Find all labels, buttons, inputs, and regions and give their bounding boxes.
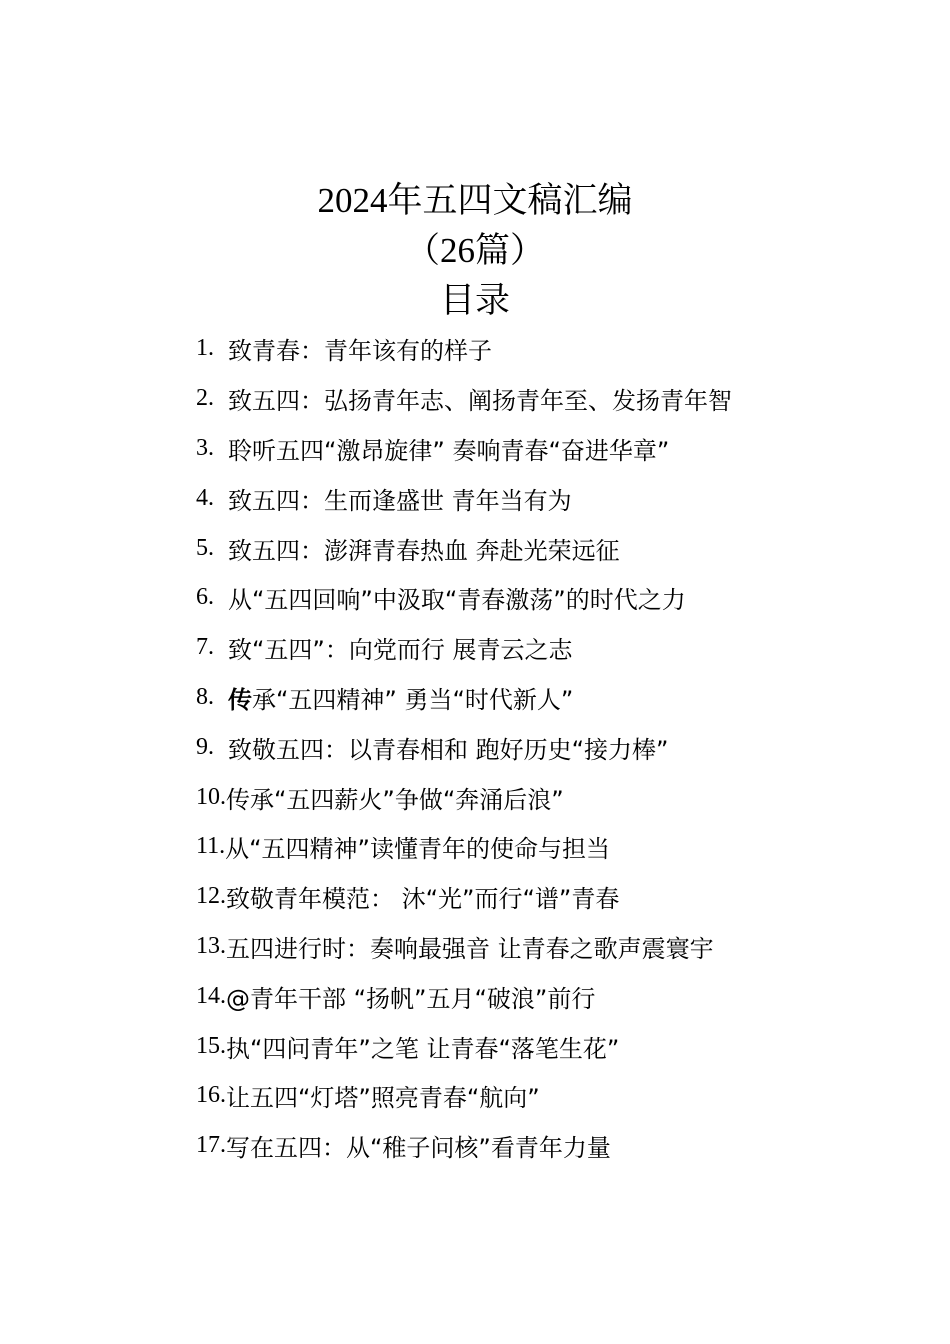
- toc-item-title-text: 致“五四”：向党而行 展青云之志: [228, 636, 573, 665]
- toc-item-title-text: 致五四：生而逢盛世 青年当有为: [228, 486, 572, 515]
- toc-item[interactable]: [196, 673, 916, 723]
- toc-item-number: 15.: [196, 1032, 226, 1059]
- toc-item[interactable]: [196, 424, 916, 474]
- toc-item[interactable]: [196, 1121, 916, 1171]
- title-main: 年五四文稿汇编: [387, 181, 633, 221]
- toc-item[interactable]: [196, 573, 916, 623]
- toc-item[interactable]: [196, 523, 916, 573]
- title-block: [0, 176, 950, 326]
- toc-item-title: [226, 1078, 540, 1113]
- toc-item[interactable]: [196, 822, 916, 872]
- toc-item[interactable]: [196, 872, 916, 922]
- toc-item[interactable]: [196, 922, 916, 972]
- toc-item-title-text: 让五四“灯塔”照亮青春“航向”: [226, 1084, 540, 1113]
- toc-item-number: 12.: [196, 883, 226, 910]
- toc-item-title-lead: 传: [228, 685, 252, 714]
- toc-item-title: [228, 531, 620, 566]
- subtitle-close: 篇）: [475, 231, 546, 271]
- toc-item-title: [226, 979, 595, 1014]
- toc-item-title-text: 致敬青年模范： 沐“光”而行“谱”青春: [226, 885, 620, 914]
- toc-item[interactable]: [196, 374, 916, 424]
- toc-item-title: [226, 929, 714, 964]
- toc-item-title-text: 致五四：澎湃青春热血 奔赴光荣远征: [228, 536, 620, 565]
- toc-item-title-text: 致敬五四：以青春相和 跑好历史“接力棒”: [228, 735, 669, 764]
- toc-item-title-text: 聆听五四“激昂旋律” 奏响青春“奋进华章”: [228, 436, 670, 465]
- toc-item-title: [228, 381, 732, 416]
- toc-item-title-text: 传承“五四薪火”争做“奔涌后浪”: [226, 785, 564, 814]
- toc-item-number: 3.: [196, 434, 214, 461]
- toc-item-title: [226, 1128, 611, 1163]
- toc-item-number: 10.: [196, 783, 226, 810]
- toc-item-title-text: 从“五四精神”读懂青年的使命与担当: [225, 835, 610, 864]
- toc-item[interactable]: [196, 1071, 916, 1121]
- toc-item-number: 5.: [196, 534, 214, 561]
- toc-item-number: 8.: [196, 683, 214, 710]
- toc-item-title-text: 致青春：青年该有的样子: [228, 337, 492, 366]
- toc-list: [196, 324, 916, 1171]
- toc-item-title-text: 致五四：弘扬青年志、阐扬青年至、发扬青年智: [228, 387, 732, 416]
- toc-item-title: [226, 1029, 619, 1064]
- toc-item-title: [226, 879, 619, 914]
- toc-item-title-text: 承“五四精神” 勇当“时代新人”: [252, 685, 574, 714]
- toc-item-number: 16.: [196, 1082, 226, 1109]
- toc-item-title-text: 五四进行时：奏响最强音 让青春之歌声震寰宇: [226, 934, 714, 963]
- toc-item-number: 7.: [196, 634, 214, 661]
- toc-item-title-text: 从“五四回响”中汲取“青春激荡”的时代之力: [228, 586, 686, 615]
- toc-item-title: [228, 680, 573, 715]
- toc-item-number: 11.: [196, 833, 226, 860]
- toc-item-number: 9.: [196, 733, 214, 760]
- toc-item-title-text: 执“四问青年”之笔 让青春“落笔生花”: [226, 1034, 620, 1063]
- toc-heading: 目录: [439, 281, 510, 321]
- toc-item[interactable]: [196, 1021, 916, 1071]
- toc-item[interactable]: [196, 772, 916, 822]
- toc-item-title: [225, 829, 610, 864]
- toc-item-number: 17.: [196, 1132, 226, 1159]
- toc-item-title: [228, 730, 669, 765]
- toc-item[interactable]: [196, 473, 916, 523]
- toc-item-title-text: 写在五四：从“稚子问核”看青年力量: [226, 1134, 611, 1163]
- toc-item-title: [228, 630, 573, 665]
- toc-item-number: 2.: [196, 385, 214, 412]
- toc-item[interactable]: [196, 722, 916, 772]
- toc-item-number: 6.: [196, 584, 214, 611]
- title-year: 2024: [317, 181, 388, 220]
- toc-item-number: 14.: [196, 982, 226, 1009]
- toc-item[interactable]: [196, 971, 916, 1021]
- toc-item-number: 4.: [196, 484, 214, 511]
- toc-item[interactable]: [196, 623, 916, 673]
- subtitle-open: （: [404, 231, 440, 271]
- toc-item-title-text: @青年干部 “扬帆”五月“破浪”前行: [226, 984, 596, 1013]
- toc-item-title: [228, 431, 669, 466]
- document-subtitle: [0, 226, 950, 276]
- toc-item-title: [228, 580, 686, 615]
- toc-item[interactable]: [196, 324, 916, 374]
- toc-item-title: [228, 331, 492, 366]
- toc-item-number: 13.: [196, 932, 226, 959]
- subtitle-count: 26: [440, 231, 475, 270]
- toc-item-title: [226, 780, 564, 815]
- toc-item-number: 1.: [196, 335, 214, 362]
- document-title: [0, 176, 950, 226]
- toc-item-title: [228, 481, 572, 516]
